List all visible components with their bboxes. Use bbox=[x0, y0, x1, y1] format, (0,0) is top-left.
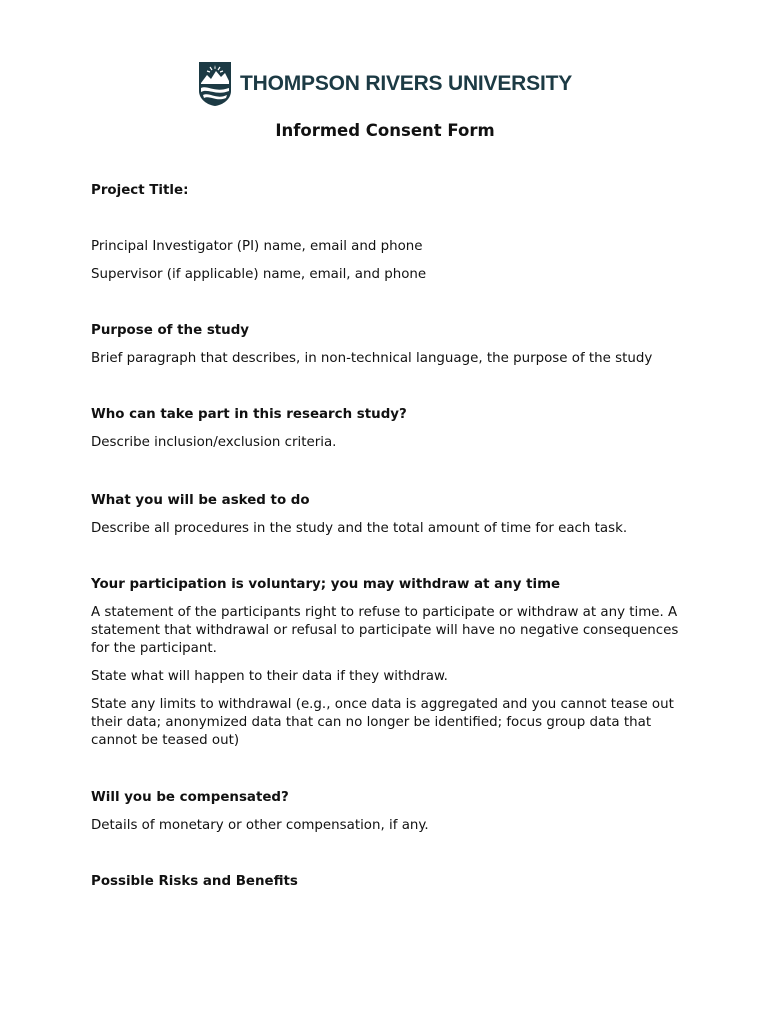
risks-heading: Possible Risks and Benefits bbox=[91, 874, 298, 889]
voluntary-para-3: State any limits to withdrawal (e.g., once data is aggregated and you cannot tease out their data; anonymized data that can no longer be identified; focus group data that cannot be teased out) bbox=[91, 697, 674, 748]
tru-crest-icon bbox=[198, 61, 232, 107]
who-text: Describe inclusion/exclusion criteria. bbox=[91, 435, 337, 450]
supervisor-line: Supervisor (if applicable) name, email, and phone bbox=[91, 267, 427, 282]
pi-line: Principal Investigator (PI) name, email and phone bbox=[91, 239, 423, 254]
voluntary-heading: Your participation is voluntary; you may withdraw at any time bbox=[91, 577, 561, 592]
compensation-text: Details of monetary or other compensation, if any. bbox=[91, 818, 429, 833]
university-logo bbox=[198, 60, 572, 108]
voluntary-para-1: A statement of the participants right to refuse to participate or withdraw at any time. A statement that withdrawal or refusal to participate will have no negative consequences for the participant. bbox=[91, 605, 679, 656]
voluntary-para-2: State what will happen to their data if they withdraw. bbox=[91, 669, 448, 684]
compensation-heading: Will you be compensated? bbox=[91, 790, 289, 805]
purpose-heading: Purpose of the study bbox=[91, 323, 250, 338]
purpose-text: Brief paragraph that describes, in non-technical language, the purpose of the study bbox=[91, 351, 653, 366]
asked-heading: What you will be asked to do bbox=[91, 493, 310, 508]
who-heading: Who can take part in this research study? bbox=[91, 407, 407, 422]
university-name: THOMPSON RIVERS UNIVERSITY bbox=[240, 72, 573, 95]
asked-text: Describe all procedures in the study and the total amount of time for each task. bbox=[91, 521, 628, 536]
form-title: Informed Consent Form bbox=[275, 121, 495, 140]
project-title-label: Project Title: bbox=[91, 183, 189, 198]
